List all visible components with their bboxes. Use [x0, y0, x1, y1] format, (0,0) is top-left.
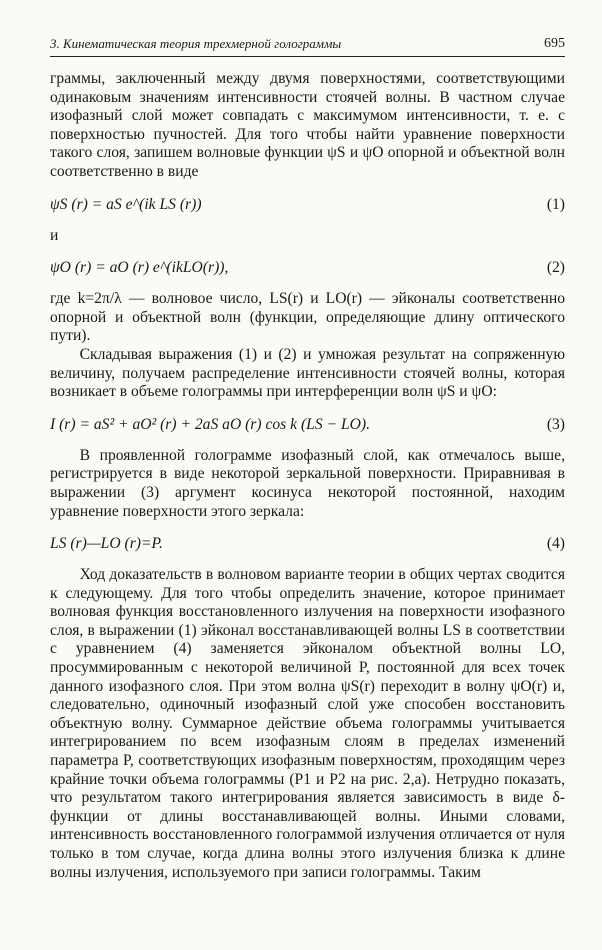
running-header	[50, 36, 565, 57]
formula-4-number: (4)	[546, 535, 565, 553]
conjunction: и	[50, 226, 59, 244]
paragraph-2: где k=2π/λ — волновое число, LS(r) и LO(r) — эйконалы соответственно опорной и объектной волн (функции, определяющие длину оптического пути).	[50, 290, 565, 345]
paragraph-1: граммы, заключенный между двумя поверхностями, соответствующими одинаковым значениям интенсивности стоячей волны. В частном случае изофазный слой может совпадать с максимумом интенсивности, т. е. с поверхностью пучностей. Для того чтобы найти уравнение поверхности такого слоя, запишем волновые функции ψS и ψO опорной и объектной волн соответственно в виде	[50, 70, 565, 180]
formula-3	[50, 416, 565, 435]
formula-4	[50, 535, 565, 554]
formula-2	[50, 259, 565, 278]
running-title: 3. Кинематическая теория трехмерной голограммы	[50, 36, 342, 51]
formula-1	[50, 196, 565, 215]
page-number: 695	[544, 36, 565, 51]
formula-4-expression: LS (r)—LO (r)=P.	[50, 535, 163, 553]
formula-3-number: (3)	[546, 415, 565, 433]
paragraph-4: В проявленной голограмме изофазный слой, как отмечалось выше, регистрируется в виде некоторой зеркальной поверхности. Приравнивая в выражении (3) аргумент косинуса некоторой постоянной, находим уравнение поверхности этого зеркала:	[50, 446, 565, 520]
paragraph-3: Складывая выражения (1) и (2) и умножая результат на сопряженную величину, получаем распределение интенсивности стоячей волны, которая возникает в объеме голограммы при интерференции волн ψS и ψO:	[50, 345, 565, 401]
formula-3-expression: I (r) = aS² + aO² (r) + 2aS aO (r) cos k (LS − LO).	[50, 415, 370, 433]
paragraph-5: Ход доказательств в волновом варианте теории в общих чертах сводится к следующему. Для того чтобы определить значение, которое принимает волновая функция восстановленного излучения на поверхности изофазного слоя, в выражении (1) эйконал восстанавливающей волны LS в соответствии с уравнением (4) заменяется эйконалом объектной волны LO, просуммированным с некоторой величиной P, постоянной для всех точек данного изофазного слоя. При этом волна ψS(r) переходит в волну ψO(r) и, следовательно, одиночный изофазный слой уже способен восстановить объектную волну. Суммарное действие объема голограммы учитывается интегрированием по всем изофазным слоям в пределах изменений параметра P, соответствующих изофазным поверхностям, проходящим через крайние точки объема голограммы (P1 и P2 на рис. 2,а). Нетрудно показать, что результатом такого интегрирования является зависимость в виде δ-функции от длины восстанавливающей волны. Иными словами, интенсивность восстановленного голограммой излучения отличается от нуля только в том случае, когда длина волны этого излучения близка к длине волны излучения, используемого при записи голограммы. Таким	[50, 566, 565, 881]
formula-2-expression: ψO (r) = aO (r) e^(ikLO(r)),	[50, 259, 229, 277]
formula-1-expression: ψS (r) = aS e^(ik LS (r))	[50, 195, 202, 213]
formula-1-number: (1)	[546, 195, 565, 213]
page-body	[50, 70, 565, 882]
formula-2-number: (2)	[546, 259, 565, 277]
